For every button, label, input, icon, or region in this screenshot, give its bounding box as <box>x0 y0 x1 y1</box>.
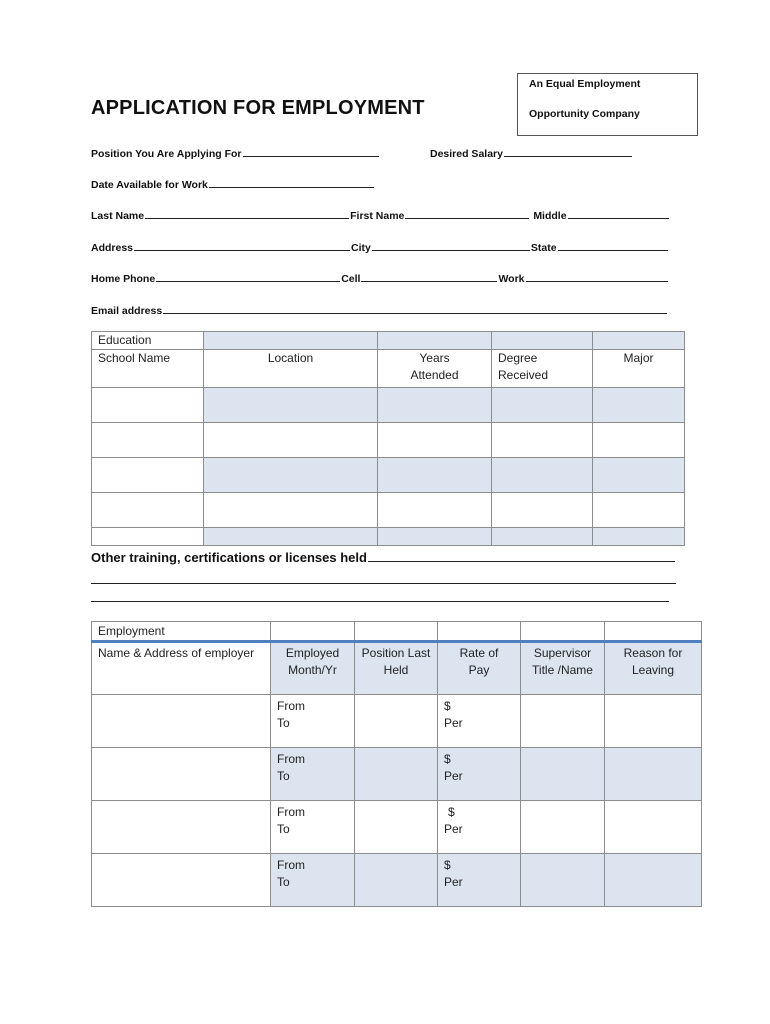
per-label: Per <box>444 875 463 889</box>
to-label: To <box>277 769 290 783</box>
address-label: Address <box>91 242 134 254</box>
city-label: City <box>351 242 371 254</box>
reason-leaving-header: Reason for Leaving <box>605 642 702 695</box>
state-label: State <box>530 242 557 254</box>
rate-of-pay-header: Rate of Pay <box>438 642 521 695</box>
other-training-line-3[interactable] <box>91 601 669 602</box>
dollar-label: $ <box>444 858 451 872</box>
home-phone-label: Home Phone <box>91 273 156 285</box>
employment-table <box>91 621 702 907</box>
salary-row <box>430 145 633 160</box>
eeo-line-2: Opportunity Company <box>529 108 640 120</box>
address-row <box>91 239 669 254</box>
to-label: To <box>277 716 290 730</box>
other-training-row <box>91 548 675 565</box>
other-training-field[interactable] <box>368 548 675 562</box>
other-training-label: Other training, certifications or licenses held <box>91 550 367 565</box>
from-label: From <box>277 752 305 766</box>
state-field[interactable] <box>558 239 668 251</box>
date-available-label: Date Available for Work <box>91 179 208 191</box>
page-title: APPLICATION FOR EMPLOYMENT <box>91 97 425 119</box>
employment-section-label: Employment <box>92 622 271 642</box>
eeo-box <box>517 73 698 136</box>
school-name-header: School Name <box>92 350 204 388</box>
position-label: Position You Are Applying For <box>91 148 242 160</box>
to-label: To <box>277 875 290 889</box>
cell-label: Cell <box>341 273 361 285</box>
phone-row <box>91 270 669 285</box>
table-row <box>92 423 685 458</box>
from-label: From <box>277 858 305 872</box>
middle-field[interactable] <box>568 207 669 219</box>
years-attended-header: Years Attended <box>378 350 492 388</box>
degree-received-header: Degree Received <box>492 350 593 388</box>
name-row <box>91 207 670 222</box>
middle-label: Middle <box>533 210 567 222</box>
dollar-label: $ <box>444 699 451 713</box>
major-header: Major <box>593 350 685 388</box>
education-section-row <box>92 332 685 350</box>
eeo-line-1: An Equal Employment <box>529 78 641 90</box>
work-label: Work <box>498 273 525 285</box>
supervisor-header: Supervisor Title /Name <box>521 642 605 695</box>
date-available-row <box>91 176 375 191</box>
per-label: Per <box>444 716 463 730</box>
per-label: Per <box>444 769 463 783</box>
address-field[interactable] <box>134 239 350 251</box>
dollar-label: $ <box>444 752 451 766</box>
dollar-label: $ <box>448 805 455 819</box>
employed-header: Employed Month/Yr <box>271 642 355 695</box>
email-row <box>91 302 668 317</box>
education-section-label: Education <box>92 332 204 350</box>
table-row <box>92 854 702 907</box>
cell-field[interactable] <box>361 270 497 282</box>
salary-label: Desired Salary <box>430 148 503 160</box>
education-table <box>91 331 685 546</box>
to-label: To <box>277 822 290 836</box>
table-row <box>92 695 702 748</box>
per-label: Per <box>444 822 463 836</box>
table-row <box>92 493 685 528</box>
email-field[interactable] <box>163 302 667 314</box>
other-training-line-2[interactable] <box>91 583 676 584</box>
position-field[interactable] <box>243 145 379 157</box>
work-field[interactable] <box>526 270 668 282</box>
last-name-field[interactable] <box>145 207 349 219</box>
salary-field[interactable] <box>504 145 632 157</box>
email-label: Email address <box>91 305 163 317</box>
employment-section-row <box>92 622 702 642</box>
location-header: Location <box>204 350 378 388</box>
table-row <box>92 528 685 546</box>
from-label: From <box>277 805 305 819</box>
table-row <box>92 458 685 493</box>
last-name-label: Last Name <box>91 210 145 222</box>
education-header-row <box>92 350 685 388</box>
first-name-label: First Name <box>350 210 405 222</box>
employer-header: Name & Address of employer <box>92 642 271 695</box>
table-row <box>92 801 702 854</box>
table-row <box>92 388 685 423</box>
position-row <box>91 145 380 160</box>
from-label: From <box>277 699 305 713</box>
date-available-field[interactable] <box>209 176 374 188</box>
city-field[interactable] <box>372 239 530 251</box>
home-phone-field[interactable] <box>156 270 340 282</box>
position-held-header: Position Last Held <box>355 642 438 695</box>
table-row <box>92 748 702 801</box>
employment-header-row <box>92 642 702 695</box>
first-name-field[interactable] <box>405 207 529 219</box>
